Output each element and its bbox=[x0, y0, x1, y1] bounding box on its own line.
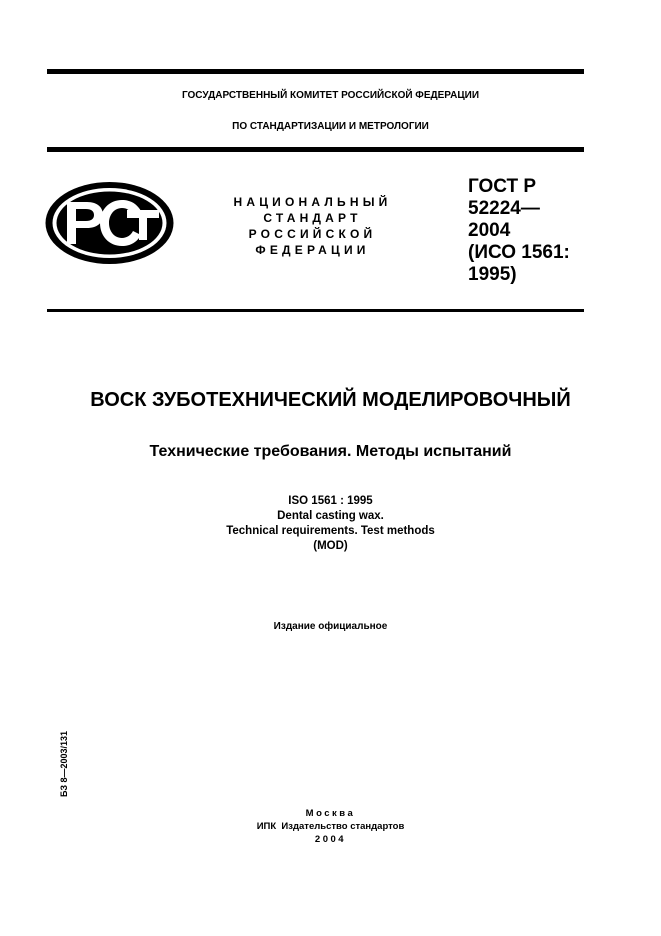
standard-type-line: РОССИЙСКОЙ bbox=[248, 227, 377, 241]
document-title: ВОСК ЗУБОТЕХНИЧЕСКИЙ МОДЕЛИРОВОЧНЫЙ bbox=[90, 389, 571, 411]
designation-line: ГОСТ Р bbox=[468, 176, 537, 197]
committee-line-1: ГОСУДАРСТВЕННЫЙ КОМИТЕТ РОССИЙСКОЙ ФЕДЕРАЦИИ bbox=[181, 90, 480, 101]
iso-line: Technical requirements. Test methods bbox=[226, 525, 435, 537]
document-subtitle: Технические требования. Методы испытаний bbox=[149, 443, 512, 460]
side-code: БЗ 8—2003/131 bbox=[59, 730, 69, 797]
standard-type-line: СТАНДАРТ bbox=[263, 211, 362, 225]
imprint-city: Москва bbox=[305, 808, 356, 819]
designation-line: 2004 bbox=[468, 220, 511, 241]
imprint-publisher: ИПК Издательство стандартов bbox=[256, 821, 405, 832]
designation-line: (ИСО 1561: bbox=[468, 242, 570, 263]
imprint-year: 2004 bbox=[314, 834, 347, 845]
standard-type-line: ФЕДЕРАЦИИ bbox=[255, 243, 370, 257]
standard-type-line: НАЦИОНАЛЬНЫЙ bbox=[233, 195, 392, 209]
header-bottom-rule bbox=[47, 147, 584, 152]
designation-line: 1995) bbox=[468, 264, 517, 285]
standard-type-block bbox=[210, 194, 415, 258]
designation-bottom-rule bbox=[47, 309, 584, 312]
standard-designation bbox=[468, 176, 598, 286]
iso-line: (MOD) bbox=[313, 540, 348, 552]
iso-line: ISO 1561 : 1995 bbox=[288, 495, 373, 507]
edition-note: Издание официальное bbox=[273, 621, 388, 632]
iso-line: Dental casting wax. bbox=[277, 510, 384, 522]
designation-line: 52224— bbox=[468, 198, 540, 219]
iso-reference bbox=[0, 494, 661, 554]
imprint bbox=[0, 807, 661, 846]
top-rule bbox=[47, 69, 584, 74]
committee-line-2: ПО СТАНДАРТИЗАЦИИ И МЕТРОЛОГИИ bbox=[232, 121, 429, 132]
gost-r-logo-icon bbox=[43, 180, 176, 266]
